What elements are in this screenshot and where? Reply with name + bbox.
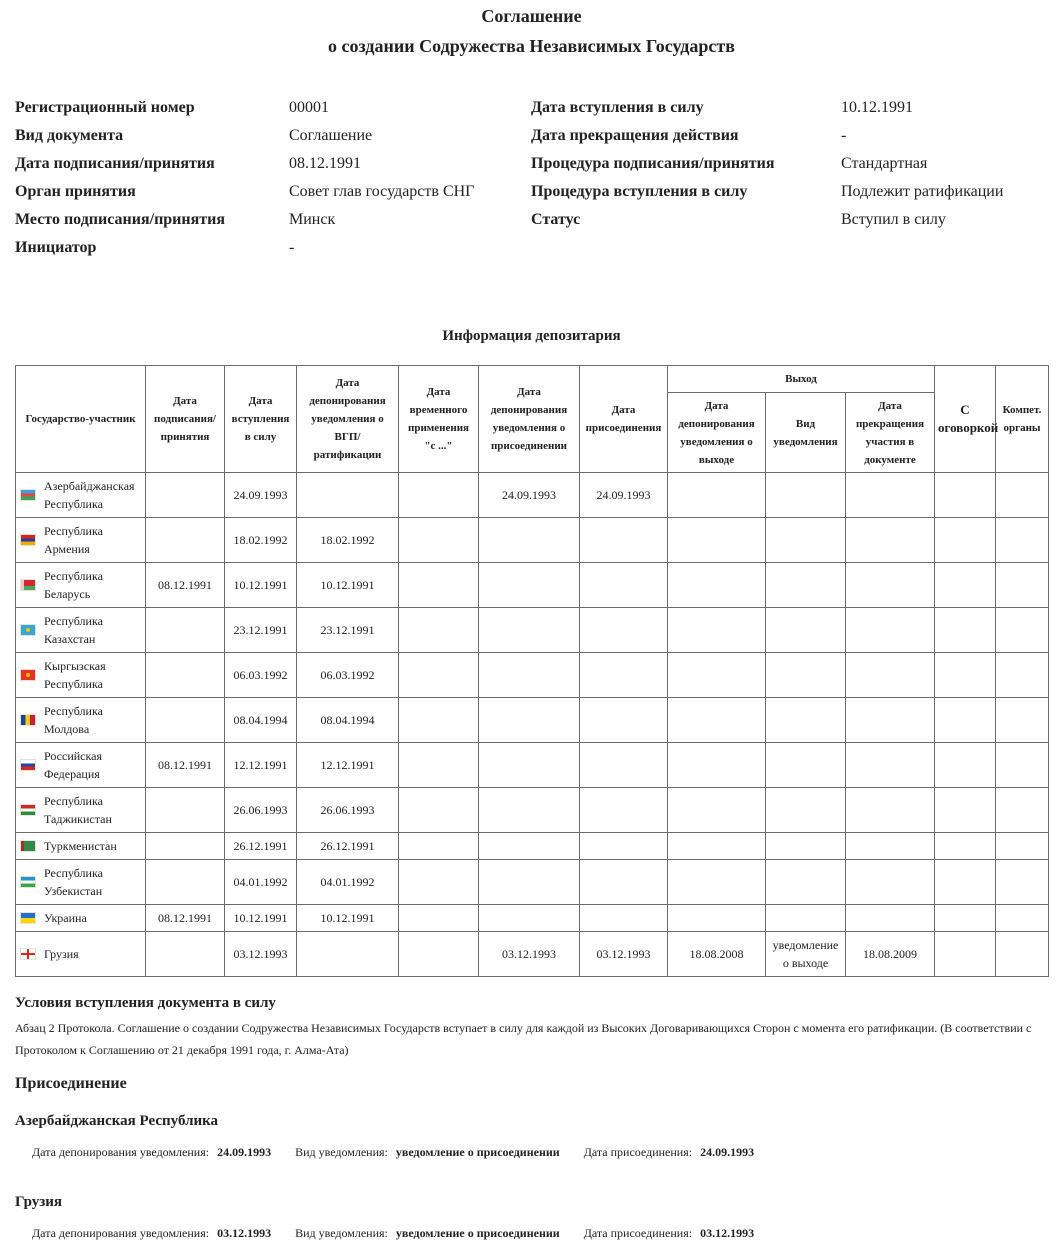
cell-exit-type bbox=[766, 788, 846, 833]
state-name: Туркменистан bbox=[44, 839, 117, 853]
cell-in-force: 26.06.1993 bbox=[225, 788, 297, 833]
state-wrap bbox=[21, 837, 142, 855]
flag-ukraine-icon bbox=[21, 913, 35, 923]
cell-reservation bbox=[935, 608, 996, 653]
cell-provisional bbox=[399, 905, 479, 932]
meta-label: Инициатор bbox=[15, 239, 97, 256]
cell-accession bbox=[580, 905, 668, 932]
cell-accession-notice bbox=[479, 653, 580, 698]
cell-state bbox=[16, 743, 146, 788]
cell-state bbox=[16, 833, 146, 860]
accession-details bbox=[15, 1226, 1063, 1241]
header-exit-notice: Дата депонирования уведомления о выходе bbox=[668, 393, 766, 473]
header-reservation: С оговоркой bbox=[935, 366, 996, 473]
meta-label: Дата подписания/принятия bbox=[15, 155, 215, 172]
meta-row bbox=[15, 237, 1055, 265]
state-name: Республика Узбекистан bbox=[44, 866, 103, 898]
table-row bbox=[16, 563, 1049, 608]
cell-state bbox=[16, 563, 146, 608]
notice-type-label: Вид уведомления: bbox=[295, 1145, 388, 1159]
deposit-value: 03.12.1993 bbox=[217, 1226, 272, 1240]
header-in-force: Дата вступления в силу bbox=[225, 366, 297, 473]
cell-reservation bbox=[935, 563, 996, 608]
cell-provisional bbox=[399, 698, 479, 743]
cell-signed bbox=[146, 860, 225, 905]
state-wrap bbox=[21, 945, 142, 963]
cell-accession bbox=[580, 860, 668, 905]
meta-row bbox=[15, 97, 1055, 125]
cell-authorities bbox=[996, 473, 1049, 518]
cell-accession-notice bbox=[479, 563, 580, 608]
cell-authorities bbox=[996, 905, 1049, 932]
meta-value: Вступил в силу bbox=[841, 211, 946, 228]
cell-provisional bbox=[399, 788, 479, 833]
cell-exit-notice bbox=[668, 518, 766, 563]
cell-accession-notice bbox=[479, 833, 580, 860]
cell-in-force: 04.01.1992 bbox=[225, 860, 297, 905]
cell-authorities bbox=[996, 788, 1049, 833]
cell-in-force: 08.04.1994 bbox=[225, 698, 297, 743]
cell-in-force: 18.02.1992 bbox=[225, 518, 297, 563]
cell-authorities bbox=[996, 563, 1049, 608]
cell-accession bbox=[580, 743, 668, 788]
conditions-text: Абзац 2 Протокола. Соглашение о создании Содружества Независимых Государств вступает в силу для каждой из Высоких Договаривающихся Сторон с момента его ратификации. (В соответствии с Протоколом к Соглашению от 21 декабря 1991 года, г. Алма-Ата) bbox=[15, 1021, 1032, 1057]
cell-provisional bbox=[399, 860, 479, 905]
meta-value: - bbox=[841, 127, 847, 144]
table-row bbox=[16, 905, 1049, 932]
cell-signed bbox=[146, 653, 225, 698]
cell-provisional bbox=[399, 743, 479, 788]
cell-ratification bbox=[297, 473, 399, 518]
flag-armenia-icon bbox=[21, 535, 35, 545]
cell-exit-end bbox=[846, 563, 935, 608]
header-provisional: Дата временного применения "с ..." bbox=[399, 366, 479, 473]
cell-reservation bbox=[935, 518, 996, 563]
cell-authorities bbox=[996, 860, 1049, 905]
cell-exit-type bbox=[766, 833, 846, 860]
cell-reservation bbox=[935, 743, 996, 788]
cell-reservation bbox=[935, 905, 996, 932]
deposit-label: Дата депонирования уведомления: bbox=[32, 1145, 210, 1159]
cell-reservation bbox=[935, 860, 996, 905]
cell-state bbox=[16, 860, 146, 905]
cell-authorities bbox=[996, 698, 1049, 743]
table-row bbox=[16, 518, 1049, 563]
flag-uzbekistan-icon bbox=[21, 877, 35, 887]
cell-reservation bbox=[935, 833, 996, 860]
meta-label: Дата вступления в силу bbox=[531, 99, 704, 116]
table-row bbox=[16, 653, 1049, 698]
state-wrap bbox=[21, 747, 142, 783]
flag-turkmenistan-icon bbox=[21, 841, 35, 851]
cell-accession bbox=[580, 788, 668, 833]
cell-accession-notice bbox=[479, 743, 580, 788]
cell-state bbox=[16, 698, 146, 743]
header-authorities: Компет. органы bbox=[996, 366, 1049, 473]
cell-in-force: 03.12.1993 bbox=[225, 932, 297, 977]
cell-exit-type bbox=[766, 698, 846, 743]
cell-exit-type bbox=[766, 608, 846, 653]
cell-ratification: 08.04.1994 bbox=[297, 698, 399, 743]
cell-state bbox=[16, 932, 146, 977]
meta-value: - bbox=[289, 239, 295, 256]
meta-value: Стандартная bbox=[841, 155, 928, 172]
meta-label: Орган принятия bbox=[15, 183, 136, 200]
accession-date-value: 03.12.1993 bbox=[700, 1226, 755, 1240]
state-wrap bbox=[21, 909, 142, 927]
cell-exit-notice bbox=[668, 653, 766, 698]
cell-reservation bbox=[935, 698, 996, 743]
cell-reservation bbox=[935, 653, 996, 698]
cell-exit-type bbox=[766, 905, 846, 932]
cell-exit-notice bbox=[668, 860, 766, 905]
accession-state: Грузия bbox=[15, 1194, 63, 1210]
meta-value: 08.12.1991 bbox=[289, 155, 361, 172]
cell-signed bbox=[146, 698, 225, 743]
cell-signed: 08.12.1991 bbox=[146, 905, 225, 932]
cell-provisional bbox=[399, 653, 479, 698]
meta-value: 10.12.1991 bbox=[841, 99, 913, 116]
flag-georgia-icon bbox=[21, 949, 35, 959]
meta-label: Регистрационный номер bbox=[15, 99, 195, 116]
cell-accession-notice: 24.09.1993 bbox=[479, 473, 580, 518]
cell-exit-end bbox=[846, 743, 935, 788]
cell-reservation bbox=[935, 788, 996, 833]
accession-date-label: Дата присоединения: bbox=[583, 1145, 693, 1159]
cell-exit-notice bbox=[668, 563, 766, 608]
meta-value: Совет глав государств СНГ bbox=[289, 183, 475, 200]
cell-state bbox=[16, 518, 146, 563]
cell-authorities bbox=[996, 833, 1049, 860]
meta-value: Минск bbox=[289, 211, 336, 228]
state-name: Российская Федерация bbox=[44, 749, 102, 781]
meta-value: 00001 bbox=[289, 99, 329, 116]
cell-exit-end bbox=[846, 698, 935, 743]
cell-signed bbox=[146, 473, 225, 518]
state-wrap bbox=[21, 864, 142, 900]
state-name: Кыргызская Республика bbox=[44, 659, 106, 691]
notice-type-label: Вид уведомления: bbox=[295, 1226, 388, 1240]
cell-provisional bbox=[399, 563, 479, 608]
cell-exit-notice bbox=[668, 473, 766, 518]
cell-authorities bbox=[996, 518, 1049, 563]
cell-ratification: 26.06.1993 bbox=[297, 788, 399, 833]
cell-ratification: 12.12.1991 bbox=[297, 743, 399, 788]
table-row bbox=[16, 788, 1049, 833]
cell-accession-notice bbox=[479, 905, 580, 932]
cell-exit-end bbox=[846, 788, 935, 833]
cell-exit-type bbox=[766, 563, 846, 608]
cell-provisional bbox=[399, 932, 479, 977]
table-row bbox=[16, 932, 1049, 977]
state-wrap bbox=[21, 702, 142, 738]
cell-state bbox=[16, 608, 146, 653]
header-ratification: Дата депонирования уведомления о ВГП/ ратификации bbox=[297, 366, 399, 473]
cell-exit-notice bbox=[668, 788, 766, 833]
cell-ratification: 18.02.1992 bbox=[297, 518, 399, 563]
cell-authorities bbox=[996, 608, 1049, 653]
state-name: Республика Армения bbox=[44, 524, 103, 556]
state-name: Республика Беларусь bbox=[44, 569, 103, 601]
cell-provisional bbox=[399, 473, 479, 518]
cell-reservation bbox=[935, 932, 996, 977]
cell-exit-type bbox=[766, 860, 846, 905]
cell-accession-notice bbox=[479, 860, 580, 905]
cell-exit-end bbox=[846, 608, 935, 653]
table-row bbox=[16, 860, 1049, 905]
cell-accession bbox=[580, 608, 668, 653]
accession-date-label: Дата присоединения: bbox=[583, 1226, 693, 1240]
state-wrap bbox=[21, 477, 142, 513]
cell-in-force: 23.12.1991 bbox=[225, 608, 297, 653]
state-name: Республика Молдова bbox=[44, 704, 103, 736]
cell-accession bbox=[580, 518, 668, 563]
cell-accession-notice bbox=[479, 788, 580, 833]
header-exit-group: Выход bbox=[668, 366, 935, 393]
cell-accession-notice bbox=[479, 518, 580, 563]
header-exit-end: Дата прекращения участия в документе bbox=[846, 393, 935, 473]
cell-accession: 24.09.1993 bbox=[580, 473, 668, 518]
flag-azerbaijan-icon bbox=[21, 490, 35, 500]
state-name: Республика Таджикистан bbox=[44, 794, 112, 826]
cell-ratification: 10.12.1991 bbox=[297, 563, 399, 608]
table-row bbox=[16, 473, 1049, 518]
cell-signed: 08.12.1991 bbox=[146, 743, 225, 788]
table-row bbox=[16, 608, 1049, 653]
header-signed: Дата подписания/ принятия bbox=[146, 366, 225, 473]
meta-row bbox=[15, 209, 1055, 237]
cell-in-force: 10.12.1991 bbox=[225, 905, 297, 932]
cell-accession bbox=[580, 563, 668, 608]
cell-in-force: 06.03.1992 bbox=[225, 653, 297, 698]
state-wrap bbox=[21, 657, 142, 693]
state-wrap bbox=[21, 522, 142, 558]
cell-accession-notice bbox=[479, 608, 580, 653]
table-row bbox=[16, 833, 1049, 860]
cell-exit-type bbox=[766, 653, 846, 698]
meta-row bbox=[15, 181, 1055, 209]
state-name: Украина bbox=[44, 911, 87, 925]
state-name: Республика Казахстан bbox=[44, 614, 103, 646]
cell-exit-notice bbox=[668, 833, 766, 860]
header-state: Государство-участник bbox=[16, 366, 146, 473]
accession-state: Азербайджанская Республика bbox=[15, 1113, 219, 1129]
cell-ratification: 06.03.1992 bbox=[297, 653, 399, 698]
document-meta bbox=[15, 97, 1055, 265]
cell-ratification: 10.12.1991 bbox=[297, 905, 399, 932]
document-subtitle: о создании Содружества Независимых Государств bbox=[328, 36, 735, 56]
cell-provisional bbox=[399, 518, 479, 563]
flag-russia-icon bbox=[21, 760, 35, 770]
notice-type-value: уведомление о присоединении bbox=[395, 1145, 560, 1159]
cell-accession-notice bbox=[479, 698, 580, 743]
cell-in-force: 26.12.1991 bbox=[225, 833, 297, 860]
cell-exit-end bbox=[846, 833, 935, 860]
cell-authorities bbox=[996, 653, 1049, 698]
header-exit-type: Вид уведомления bbox=[766, 393, 846, 473]
cell-in-force: 10.12.1991 bbox=[225, 563, 297, 608]
cell-accession bbox=[580, 698, 668, 743]
cell-ratification: 26.12.1991 bbox=[297, 833, 399, 860]
meta-label: Статус bbox=[531, 211, 581, 228]
cell-in-force: 12.12.1991 bbox=[225, 743, 297, 788]
header-accession-notice: Дата депонирования уведомления о присоединении bbox=[479, 366, 580, 473]
cell-signed bbox=[146, 608, 225, 653]
flag-kyrgyzstan-icon bbox=[21, 670, 35, 680]
cell-exit-notice bbox=[668, 743, 766, 788]
cell-signed bbox=[146, 788, 225, 833]
cell-state bbox=[16, 653, 146, 698]
cell-ratification bbox=[297, 932, 399, 977]
cell-authorities bbox=[996, 743, 1049, 788]
accession-date-value: 24.09.1993 bbox=[700, 1145, 755, 1159]
cell-state bbox=[16, 473, 146, 518]
meta-label: Процедура подписания/принятия bbox=[531, 155, 775, 172]
meta-value: Подлежит ратификации bbox=[841, 183, 1004, 200]
depositary-title: Информация депозитария bbox=[442, 328, 621, 344]
cell-exit-notice: 18.08.2008 bbox=[668, 932, 766, 977]
flag-tajikistan-icon bbox=[21, 805, 35, 815]
cell-state bbox=[16, 905, 146, 932]
cell-exit-type bbox=[766, 743, 846, 788]
header-accession: Дата присоединения bbox=[580, 366, 668, 473]
cell-signed bbox=[146, 932, 225, 977]
cell-accession bbox=[580, 653, 668, 698]
meta-row bbox=[15, 125, 1055, 153]
state-wrap bbox=[21, 612, 142, 648]
cell-exit-type: уведомление о выходе bbox=[766, 932, 846, 977]
accession-details bbox=[15, 1145, 1063, 1160]
depositary-table bbox=[15, 365, 1049, 977]
table-row bbox=[16, 698, 1049, 743]
cell-provisional bbox=[399, 608, 479, 653]
state-wrap bbox=[21, 567, 142, 603]
cell-exit-notice bbox=[668, 608, 766, 653]
cell-exit-end bbox=[846, 860, 935, 905]
cell-ratification: 23.12.1991 bbox=[297, 608, 399, 653]
meta-value: Соглашение bbox=[289, 127, 373, 144]
depositary-table-body bbox=[16, 473, 1049, 977]
deposit-label: Дата депонирования уведомления: bbox=[32, 1226, 210, 1240]
cell-in-force: 24.09.1993 bbox=[225, 473, 297, 518]
cell-exit-end bbox=[846, 905, 935, 932]
meta-label: Место подписания/принятия bbox=[15, 211, 226, 228]
meta-label: Вид документа bbox=[15, 127, 124, 144]
cell-exit-end bbox=[846, 473, 935, 518]
meta-label: Процедура вступления в силу bbox=[531, 183, 748, 200]
cell-signed bbox=[146, 833, 225, 860]
accession-title: Присоединение bbox=[15, 1075, 127, 1092]
cell-exit-type bbox=[766, 518, 846, 563]
cell-exit-notice bbox=[668, 698, 766, 743]
flag-moldova-icon bbox=[21, 715, 35, 725]
notice-type-value: уведомление о присоединении bbox=[395, 1226, 560, 1240]
state-name: Азербайджанская Республика bbox=[44, 479, 135, 511]
cell-reservation bbox=[935, 473, 996, 518]
cell-accession: 03.12.1993 bbox=[580, 932, 668, 977]
cell-exit-end bbox=[846, 653, 935, 698]
meta-row bbox=[15, 153, 1055, 181]
cell-exit-type bbox=[766, 473, 846, 518]
deposit-value: 24.09.1993 bbox=[217, 1145, 272, 1159]
cell-signed: 08.12.1991 bbox=[146, 563, 225, 608]
cell-provisional bbox=[399, 833, 479, 860]
state-name: Грузия bbox=[44, 947, 79, 961]
flag-kazakhstan-icon bbox=[21, 625, 35, 635]
cell-accession-notice: 03.12.1993 bbox=[479, 932, 580, 977]
cell-exit-end: 18.08.2009 bbox=[846, 932, 935, 977]
cell-ratification: 04.01.1992 bbox=[297, 860, 399, 905]
cell-exit-notice bbox=[668, 905, 766, 932]
state-wrap bbox=[21, 792, 142, 828]
cell-exit-end bbox=[846, 518, 935, 563]
cell-authorities bbox=[996, 932, 1049, 977]
meta-label: Дата прекращения действия bbox=[531, 127, 739, 144]
cell-accession bbox=[580, 833, 668, 860]
table-row bbox=[16, 743, 1049, 788]
cell-signed bbox=[146, 518, 225, 563]
flag-belarus-icon bbox=[21, 580, 35, 590]
cell-state bbox=[16, 788, 146, 833]
conditions-title: Условия вступления документа в силу bbox=[15, 995, 276, 1011]
document-title: Соглашение bbox=[481, 6, 582, 26]
